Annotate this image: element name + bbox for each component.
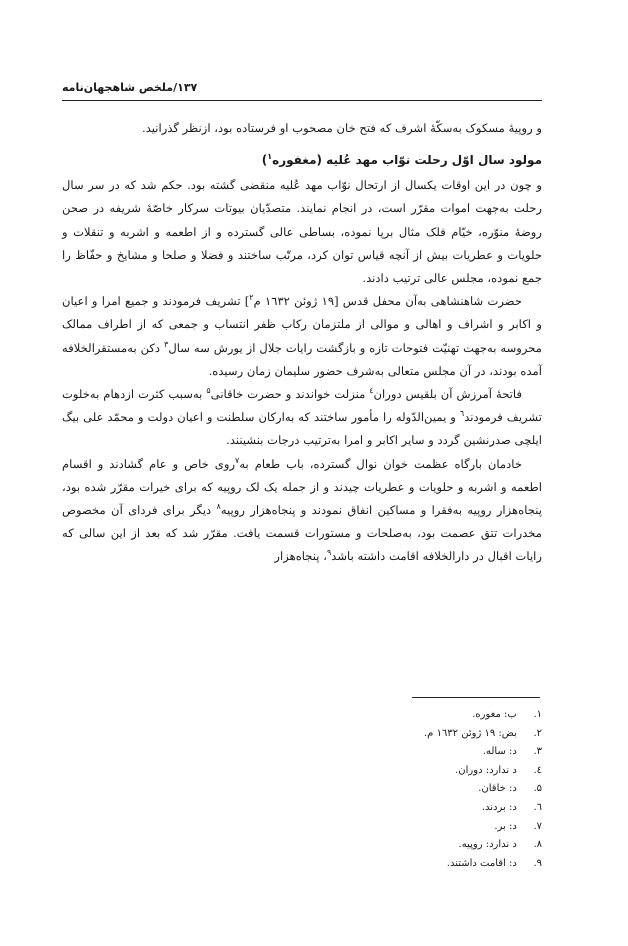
footnote-text: د: بردند. [481, 801, 517, 813]
section-heading [62, 148, 542, 172]
footnote-item [62, 818, 542, 837]
footnote-item [62, 855, 542, 874]
paragraph-3 [62, 383, 542, 453]
footnote-item [62, 706, 542, 725]
paragraph-3-text-b: منزلت خواندند و حضرت خاقانی [210, 387, 370, 402]
paragraph-2 [62, 290, 542, 383]
footnote-item [62, 725, 542, 744]
footnote-ref-4[interactable]: ٤ [369, 386, 374, 396]
section-heading-close: ) [261, 153, 268, 168]
footnotes [62, 706, 542, 873]
footnote-item [62, 836, 542, 855]
footnote-text: د: اقامت داشتند. [446, 857, 517, 869]
main-text [62, 117, 542, 569]
footnote-ref-5[interactable]: ۵ [206, 386, 211, 396]
paragraph-4 [62, 453, 542, 569]
footnote-text: ب: مغوره. [472, 709, 517, 720]
paragraph-3-text-d: و یمین‌الدّوله را مأمور ساختند که به‌ارکان سلطنت و اعیان دولت و محمّد علی بیگ ایلچی صدرنشین گردد و سایر اکابر و امرا به‌ترتیب درجات بنشینند. [62, 410, 542, 448]
paragraph-3-text-a: فاتحهٔ آمرزش آن بلقیس دوران [373, 387, 522, 402]
running-header-text: ۱۳۷/ملخص شاهجهان‌نامه [62, 81, 198, 94]
paragraph-3-text-c: به‌سبب کثرت ازدهام به‌خلوت تشریف فرمودند [62, 387, 543, 425]
footnote-number: ٦. [533, 801, 542, 813]
footnote-item [62, 780, 542, 799]
paragraph-2-text-a: حضرت شاهنشاهی به‌آن محفل قدس [۱۹ ژوئن ۱٦۳۲ م [253, 294, 522, 309]
paragraph-4-text-d: ، پنجاه‌هزار [274, 549, 327, 564]
footnote-text: د: ساله. [482, 746, 517, 758]
footnote-ref-3[interactable]: ۳ [164, 339, 169, 349]
footnote-item [62, 762, 542, 781]
footnote-text: بض: ۱۹ ژوئن ۱٦۳۲ م. [424, 727, 517, 739]
footnote-ref-2[interactable]: ۲ [249, 293, 254, 303]
footnote-number: ٤. [533, 764, 542, 776]
paragraph-4-text-c: دیگر برای فردای آن مخصوص مخدرات تتق عصمت بود، به‌صلحات و مستورات قسمت یافت. مقرّر شد که بعد از این سالی که رایات اقبال در دارالخلافه اقامت داشته باشد [62, 503, 542, 564]
paragraph-intro-text: و روپیهٔ مسکوک به‌سکّهٔ اشرف که فتح خان مصحوب او فرستاده بود، ازنظر گذرانید. [142, 121, 542, 135]
paragraph-2-text-b: ] تشریف فرمودند و جمیع امرا و اعیان و اکابر و اشراف و اهالی و موالی از ملتزمان رکاب ظفر انتساب و جمعی که از اطراف ممالک محروسه به‌جهت تهنیّت فتوحات تازه و بازگشت رایات جلال از یورش سه سال [62, 294, 542, 355]
footnote-ref-9[interactable]: ۹ [326, 548, 332, 558]
footnote-ref-7[interactable]: ۷ [235, 455, 240, 465]
footnote-text: د ندارد: دوران. [455, 764, 517, 776]
footnote-item [62, 799, 542, 818]
paragraph-2-text-c: دکن به‌مستقرالخلافه آمده بودند، در آن مجلس متعالی به‌شرف حضور سلیمان زمان رسیده. [62, 340, 542, 378]
footnote-number: ۵. [533, 783, 542, 795]
footnote-ref-1[interactable]: ۱ [267, 152, 273, 162]
footnote-ref-8[interactable]: ۸ [216, 502, 221, 512]
section-heading-text: مولود سال اوّل رحلت نوّاب مهد عُلیه (مغفوره [272, 153, 542, 168]
footnote-item [62, 743, 542, 762]
paragraph-intro [62, 117, 542, 140]
footnote-number: ۷. [533, 820, 542, 832]
paragraph-4-text-b: روی خاص و عام گشادند و اقسام اطعمه و اشربه و حلویات و عطریات چیدند و از جمله یک لک روپیه که برای خیرات مقرّر شده بود، پنجاه‌هزار روپیه به‌فقرا و مساکین انفاق نمودند و پنجاه‌هزار روپیه [62, 456, 542, 518]
footnote-rule [412, 697, 540, 698]
paragraph-1-text: و چون در این اوقات یکسال از ارتحال نوّاب مهد عُلیه منقضی گشته بود. حکم شد که در سر سال رحلت به‌جهت اموات مقرّر است، در انجام نمایند. متصدّیان بیوتات سرکار خاصّهٔ شریفه در صحن روضهٔ منوّره، خیّام فلک مثال برپا نموده، بساطی عالی گسترده و از اطعمه و اشربه و تنقلات و حلویات و عطریات بیش از آنچه قیاس توان کرد، مرتّب ساختند و فضلا و صلحا و مشایخ و حفّاظ را جمع نموده، مجلس عالی ترتیب دادند. [62, 178, 542, 286]
footnote-number: ۳. [533, 746, 542, 758]
footnote-text: د ندارد: روپیه. [458, 839, 517, 851]
footnote-number: ۱. [533, 709, 542, 720]
paragraph-4-text-a: خادمان بارگاه عظمت خوان نوال گسترده، باب طعام به [239, 456, 522, 471]
footnote-ref-6[interactable]: ٦ [459, 409, 465, 419]
paragraph-1 [62, 174, 542, 290]
header-rule [62, 100, 542, 101]
footnote-number: ۲. [533, 727, 542, 739]
footnote-number: ۹. [533, 857, 542, 869]
footnote-number: ۸. [533, 839, 542, 851]
footnote-text: د: خاقان. [478, 783, 517, 795]
footnote-text: د: بر. [494, 820, 517, 832]
running-header [62, 78, 542, 100]
